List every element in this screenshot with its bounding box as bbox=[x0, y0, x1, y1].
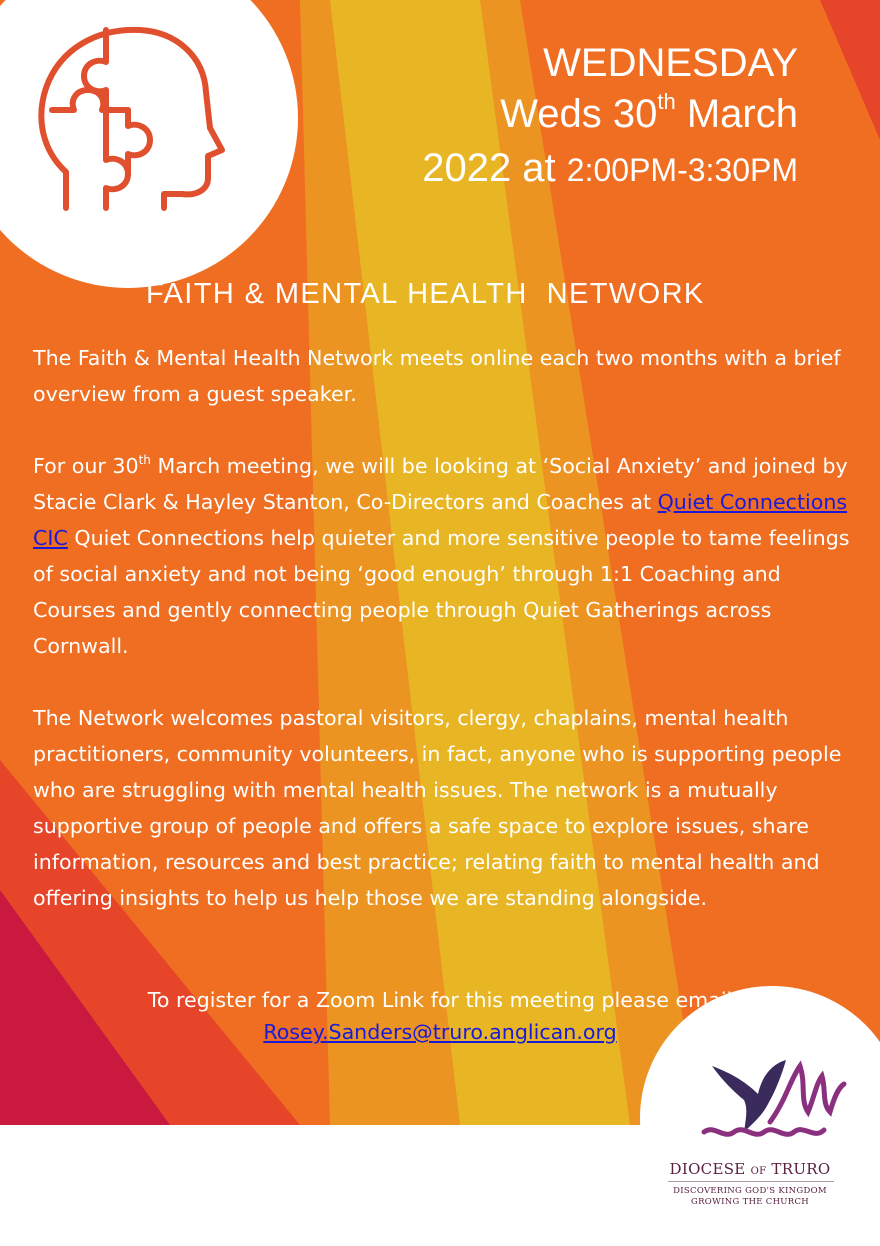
tagline-line-1: DISCOVERING GOD'S KINGDOM bbox=[673, 1186, 827, 1196]
diocese-name-a: DIOCESE bbox=[669, 1160, 751, 1178]
diocese-tagline bbox=[640, 1186, 860, 1208]
register-text: To register for a Zoom Link for this meeting please email bbox=[147, 988, 733, 1012]
event-day: WEDNESDAY bbox=[543, 41, 798, 85]
diocese-name bbox=[640, 1160, 860, 1178]
event-date-month: March bbox=[675, 92, 798, 136]
event-date-prefix: Weds 30 bbox=[500, 92, 658, 136]
event-date-suffix: th bbox=[657, 89, 676, 114]
meeting-date-suffix: th bbox=[138, 453, 151, 467]
logo-divider bbox=[668, 1181, 834, 1182]
register-email-link[interactable]: Rosey.Sanders@truro.anglican.org bbox=[263, 1020, 617, 1044]
event-date bbox=[422, 88, 798, 140]
paragraph-welcome: The Network welcomes pastoral visitors, clergy, chaplains, mental health practitioners, community volunteers, in fact, anyone who is supporting people who are struggling with mental health issues. The network is a mutually supportive group of people and offers a safe space to explore issues, share information, resources and best practice; relating faith to mental health and offering insights to help us help those we are standing alongside. bbox=[33, 706, 842, 910]
paragraph-intro: The Faith & Mental Health Network meets online each two months with a brief overview from a guest speaker. bbox=[33, 346, 841, 406]
body-text bbox=[33, 340, 863, 952]
event-year: 2022 at bbox=[422, 146, 567, 190]
diocese-name-of: OF bbox=[750, 1166, 767, 1177]
quiet-connections-link[interactable]: Quiet Connections CIC bbox=[33, 490, 848, 550]
paragraph-meeting bbox=[33, 448, 863, 664]
meeting-text-b: March meeting, we will be looking at ‘Social Anxiety’ and joined by Stacie Clark & Hayley Stanton, Co-Directors and Coaches at bbox=[33, 454, 848, 514]
meeting-text-a: For our 30 bbox=[33, 454, 139, 478]
event-date-block bbox=[422, 38, 798, 198]
event-year-time bbox=[422, 140, 798, 198]
register-block bbox=[0, 984, 880, 1048]
tagline-line-2: GROWING THE CHURCH bbox=[691, 1197, 809, 1207]
network-heading: FAITH & MENTAL HEALTH NETWORK bbox=[146, 278, 705, 310]
event-time: 2:00PM-3:30PM bbox=[566, 152, 798, 188]
meeting-text-c: Quiet Connections help quieter and more sensitive people to tame feelings of social anxiety and not being ‘good enough’ through 1:1 Coaching and Courses and gently connecting people through Quiet Gatherings across Cornwall. bbox=[33, 526, 850, 658]
diocese-name-b: TRURO bbox=[766, 1160, 831, 1178]
